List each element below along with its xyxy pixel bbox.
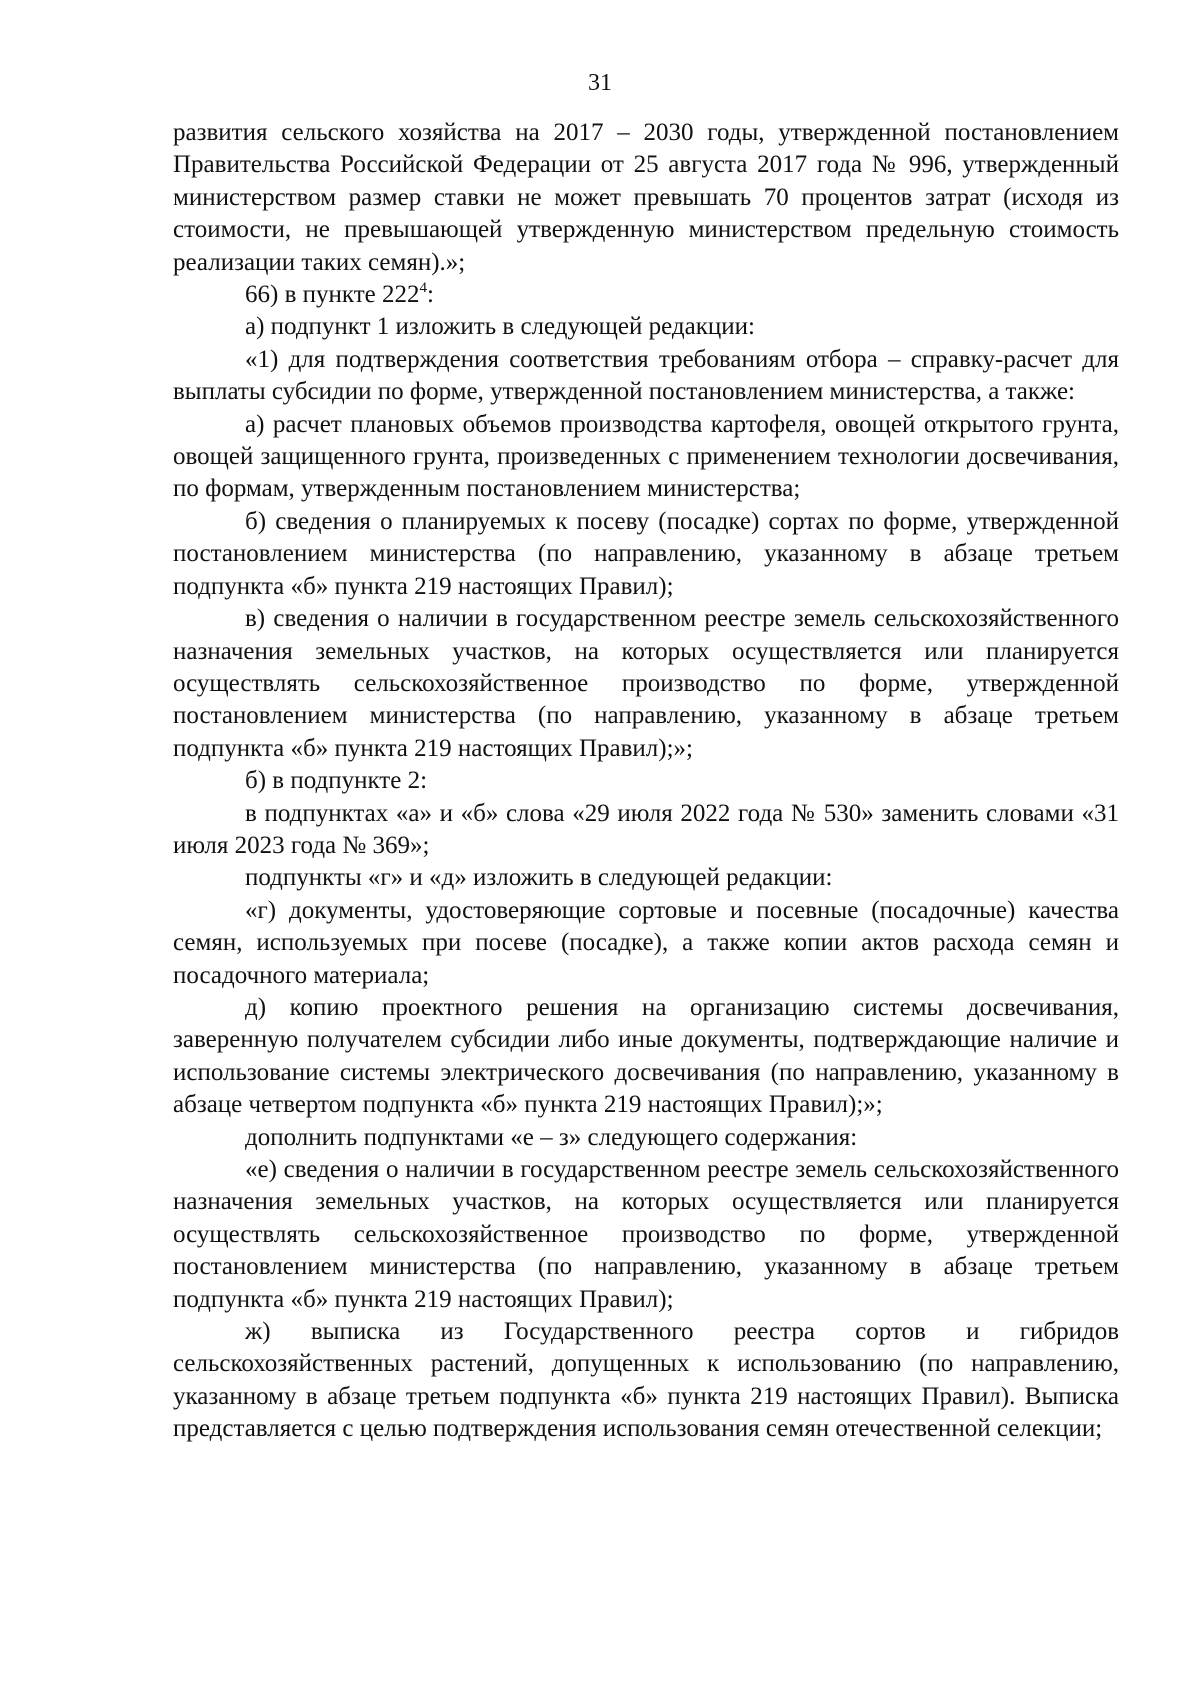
paragraph-item-66 — [173, 279, 1119, 311]
paragraph: ж) выписка из Государственного реестра сортов и гибридов сельскохозяйственных растений, допущенных к использованию (по направлению, указанному в абзаце третьем подпункта «б» пункта 219 настоящих Правил). Выписка представляется с целью подтверждения использования семян отечественной селекции; — [173, 1318, 1119, 1443]
paragraph: б) сведения о планируемых к посеву (посадке) сортах по форме, утвержденной постановлением министерства (по направлению, указанному в абзаце третьем подпункта «б» пункта 219 настоящих Правил); — [173, 507, 1119, 600]
paragraph: а) расчет плановых объемов производства картофеля, овощей открытого грунта, овощей защищенного грунта, произведенных с применением технологии досвечивания, по формам, утвержденным постановлением министерства; — [173, 410, 1119, 503]
paragraph: д) копию проектного решения на организацию системы досвечивания, заверенную получателем субсидии либо иные документы, подтверждающие наличие и использование системы электрического досвечивания (по направлению, указанному в абзаце четвертом подпункта «б» пункта 219 настоящих Правил);»; — [173, 993, 1119, 1119]
paragraph: подпункты «г» и «д» изложить в следующей редакции: — [245, 864, 833, 892]
document-body — [173, 117, 1119, 1446]
paragraph: а) подпункт 1 изложить в следующей редакции: — [245, 313, 755, 341]
paragraph: в) сведения о наличии в государственном реестре земель сельскохозяйственного назначения земельных участков, на которых осуществляется или планируется осуществлять сельскохозяйственное производство по форме, утвержденной постановлением министерства (по направлению, указанному в абзаце третьем подпункта «б» пункта 219 настоящих Правил);»; — [173, 605, 1119, 762]
paragraph-text: 66) в пункте 222 — [245, 281, 420, 309]
paragraph: развития сельского хозяйства на 2017 – 2030 годы, утвержденной постановлением Правительства Российской Федерации от 25 августа 2017 года № 996, утвержденный министерством размер ставки не может превышать 70 процентов затрат (исходя из стоимости, не превышающей утвержденную министерством предельную стоимость реализации таких семян).»; — [173, 119, 1119, 276]
paragraph: «г) документы, удостоверяющие сортовые и посевные (посадочные) качества семян, используемых при посеве (посадке), а также копии актов расхода семян и посадочного материала; — [173, 896, 1119, 989]
page-number: 31 — [588, 70, 612, 96]
superscript: 4 — [419, 280, 427, 297]
paragraph-suffix: : — [426, 281, 434, 309]
paragraph: в подпунктах «а» и «б» слова «29 июля 2022 года № 530» заменить словами «31 июля 2023 года № 369»; — [173, 799, 1119, 859]
paragraph: б) в подпункте 2: — [245, 767, 428, 795]
paragraph: дополнить подпунктами «е – з» следующего содержания: — [245, 1123, 858, 1151]
paragraph: «е) сведения о наличии в государственном реестре земель сельскохозяйственного назначения земельных участков, на которых осуществляется или планируется осуществлять сельскохозяйственное производство по форме, утвержденной постановлением министерства (по направлению, указанному в абзаце третьем подпункта «б» пункта 219 настоящих Правил); — [173, 1156, 1119, 1313]
paragraph: «1) для подтверждения соответствия требованиям отбора – справку-расчет для выплаты субсидии по форме, утвержденной постановлением министерства, а также: — [173, 345, 1119, 406]
